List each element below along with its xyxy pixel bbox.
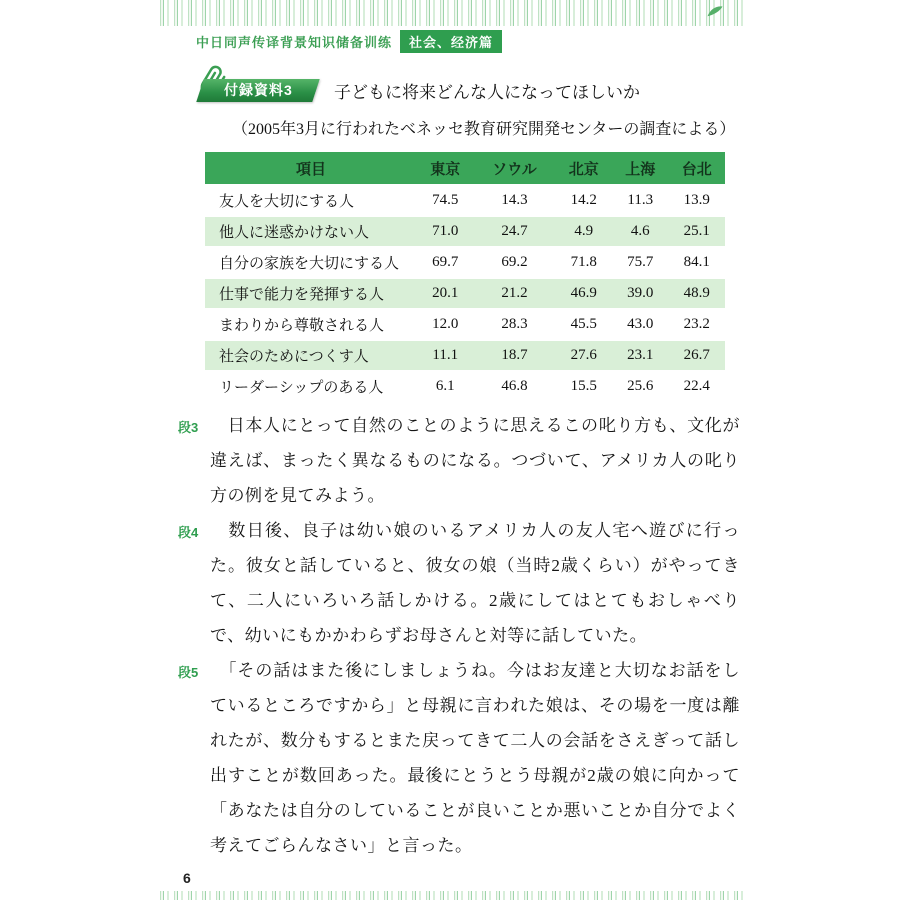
value-cell: 28.3 bbox=[473, 309, 555, 340]
value-cell: 69.2 bbox=[473, 247, 555, 278]
value-cell: 45.5 bbox=[556, 309, 612, 340]
value-cell: 39.0 bbox=[612, 278, 668, 309]
column-header: 台北 bbox=[668, 152, 725, 185]
value-cell: 12.0 bbox=[417, 309, 473, 340]
value-cell: 13.9 bbox=[668, 185, 725, 216]
table-row bbox=[205, 247, 725, 278]
value-cell: 4.6 bbox=[612, 216, 668, 247]
row-label: 自分の家族を大切にする人 bbox=[205, 247, 417, 278]
column-header: 項目 bbox=[205, 152, 417, 185]
value-cell: 71.8 bbox=[556, 247, 612, 278]
column-header: ソウル bbox=[473, 152, 555, 185]
value-cell: 71.0 bbox=[417, 216, 473, 247]
value-cell: 25.1 bbox=[668, 216, 725, 247]
row-label: 他人に迷惑かけない人 bbox=[205, 216, 417, 247]
value-cell: 14.3 bbox=[473, 185, 555, 216]
table-body bbox=[205, 185, 725, 402]
row-label: 仕事で能力を発揮する人 bbox=[205, 278, 417, 309]
value-cell: 43.0 bbox=[612, 309, 668, 340]
paragraph-label: 段5 bbox=[178, 665, 199, 680]
row-label: 社会のためにつくす人 bbox=[205, 340, 417, 371]
volume-badge: 社会、经济篇 bbox=[400, 30, 502, 53]
value-cell: 4.9 bbox=[556, 216, 612, 247]
value-cell: 84.1 bbox=[668, 247, 725, 278]
value-cell: 11.3 bbox=[612, 185, 668, 216]
series-title: 中日同声传译背景知识储备训练 bbox=[196, 35, 393, 50]
paragraph-text: 数日後、良子は幼い娘のいるアメリカ人の友人宅へ遊びに行った。彼女と話していると、彼女の娘（当時2歳くらい）がやってきて、二人にいろいろ話しかける。2歳にしてはとてもおしゃべりで、幼いにもかかわらずお母さんと対等に話していた。 bbox=[210, 521, 740, 645]
value-cell: 26.7 bbox=[668, 340, 725, 371]
value-cell: 75.7 bbox=[612, 247, 668, 278]
appendix-label-ribbon bbox=[196, 79, 319, 102]
paragraph bbox=[178, 653, 740, 863]
value-cell: 21.2 bbox=[473, 278, 555, 309]
table-row bbox=[205, 309, 725, 340]
paragraph-label: 段4 bbox=[178, 525, 199, 540]
value-cell: 48.9 bbox=[668, 278, 725, 309]
paragraphs bbox=[178, 408, 740, 863]
leaf-icon bbox=[706, 4, 724, 18]
paragraph bbox=[178, 513, 740, 653]
table-row bbox=[205, 278, 725, 309]
appendix-title: 子どもに将来どんな人になってほしいか bbox=[334, 83, 640, 102]
survey-source-note: （2005年3月に行われたベネッセ教育研究開発センターの調査による） bbox=[232, 121, 736, 138]
appendix-heading-row bbox=[200, 78, 640, 103]
value-cell: 18.7 bbox=[473, 340, 555, 371]
page-header bbox=[196, 30, 502, 53]
row-label: まわりから尊敬される人 bbox=[205, 309, 417, 340]
paragraph-text: 「その話はまた後にしましょうね。今はお友達と大切なお話をしているところですから」と母親に言われた娘は、その場を一度は離れたが、数分もするとまた戻ってきて二人の会話をさえぎって話し出すことが数回あった。最後にとうとう母親が2歳の娘に向かって「あなたは自分のしていることが良いことか悪いことか自分でよく考えてごらんなさい」と言った。 bbox=[210, 661, 740, 855]
table-row bbox=[205, 371, 725, 402]
value-cell: 22.4 bbox=[668, 371, 725, 402]
value-cell: 69.7 bbox=[417, 247, 473, 278]
top-decorative-band bbox=[158, 0, 748, 26]
value-cell: 11.1 bbox=[417, 340, 473, 371]
column-header: 上海 bbox=[612, 152, 668, 185]
row-label: 友人を大切にする人 bbox=[205, 185, 417, 216]
table-row bbox=[205, 216, 725, 247]
paragraph bbox=[178, 408, 740, 513]
bottom-decorative-band bbox=[158, 891, 748, 900]
paragraph-label: 段3 bbox=[178, 420, 199, 435]
value-cell: 23.1 bbox=[612, 340, 668, 371]
value-cell: 15.5 bbox=[556, 371, 612, 402]
value-cell: 46.8 bbox=[473, 371, 555, 402]
survey-table bbox=[205, 152, 725, 403]
page-number: 6 bbox=[183, 870, 191, 886]
table-row bbox=[205, 340, 725, 371]
paragraph-text: 日本人にとって自然のことのように思えるこの叱り方も、文化が違えば、まったく異なるものになる。つづいて、アメリカ人の叱り方の例を見てみよう。 bbox=[210, 416, 740, 505]
value-cell: 20.1 bbox=[417, 278, 473, 309]
value-cell: 14.2 bbox=[556, 185, 612, 216]
column-header: 東京 bbox=[417, 152, 473, 185]
table-row bbox=[205, 185, 725, 216]
column-header: 北京 bbox=[556, 152, 612, 185]
table-header-row bbox=[205, 152, 725, 185]
value-cell: 6.1 bbox=[417, 371, 473, 402]
value-cell: 25.6 bbox=[612, 371, 668, 402]
value-cell: 24.7 bbox=[473, 216, 555, 247]
appendix-label: 付録資料3 bbox=[223, 82, 293, 98]
row-label: リーダーシップのある人 bbox=[205, 371, 417, 402]
value-cell: 46.9 bbox=[556, 278, 612, 309]
value-cell: 27.6 bbox=[556, 340, 612, 371]
value-cell: 23.2 bbox=[668, 309, 725, 340]
value-cell: 74.5 bbox=[417, 185, 473, 216]
